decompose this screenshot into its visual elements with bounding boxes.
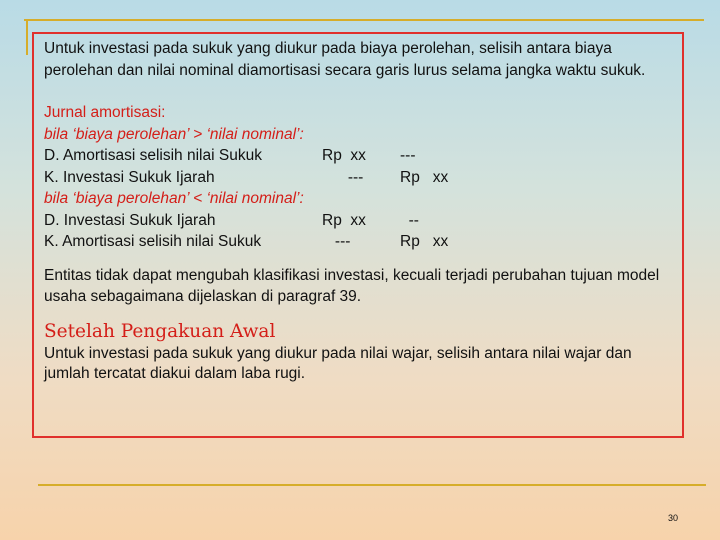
section-heading: Setelah Pengakuan Awal: [44, 320, 276, 342]
journal-row: [44, 210, 670, 232]
journal-credit: --: [400, 211, 419, 229]
journal-debit: Rp xx: [322, 211, 366, 229]
journal-account: D. Investasi Sukuk Ijarah: [44, 211, 216, 229]
journal-account: D. Amortisasi selisih nilai Sukuk: [44, 147, 262, 164]
journal-title: Jurnal amortisasi:: [44, 104, 166, 121]
classification-paragraph: Entitas tidak dapat mengubah klasifikasi investasi, kecuali terjadi perubahan tujuan model usaha sebagaimana dijelaskan di paragraf 39.: [44, 266, 660, 305]
top-gold-divider: [24, 19, 704, 21]
journal-case1-label: bila ‘biaya perolehan’ > ‘nilai nominal’:: [44, 125, 304, 143]
fair-value-paragraph: Untuk investasi pada sukuk yang diukur pada nilai wajar, selisih antara nilai wajar dan jumlah tercatat diakui dalam laba rugi.: [44, 344, 632, 382]
journal-account: K. Investasi Sukuk Ijarah: [44, 168, 215, 186]
journal-case2-label: bila ‘biaya perolehan’ < ‘nilai nominal’:: [44, 190, 304, 207]
content-box: [32, 32, 684, 438]
journal-debit: ---: [322, 233, 351, 250]
page-number: 30: [667, 513, 678, 523]
journal-row: [44, 145, 670, 167]
journal-debit: Rp xx: [322, 147, 366, 164]
bottom-gold-divider: [38, 484, 706, 486]
journal-account: K. Amortisasi selisih nilai Sukuk: [44, 233, 262, 250]
journal-debit: ---: [322, 168, 364, 186]
journal-credit: Rp xx: [400, 233, 449, 250]
intro-paragraph: Untuk investasi pada sukuk yang diukur pada biaya perolehan, selisih antara biaya perolehan dan nilai nominal diamortisasi secara garis lurus selama jangka waktu sukuk.: [44, 40, 646, 79]
journal-credit: ---: [400, 147, 416, 164]
journal-row: [44, 167, 670, 189]
left-gold-accent: [26, 19, 28, 55]
journal-row: [44, 231, 670, 253]
journal-credit: Rp xx: [400, 168, 449, 186]
